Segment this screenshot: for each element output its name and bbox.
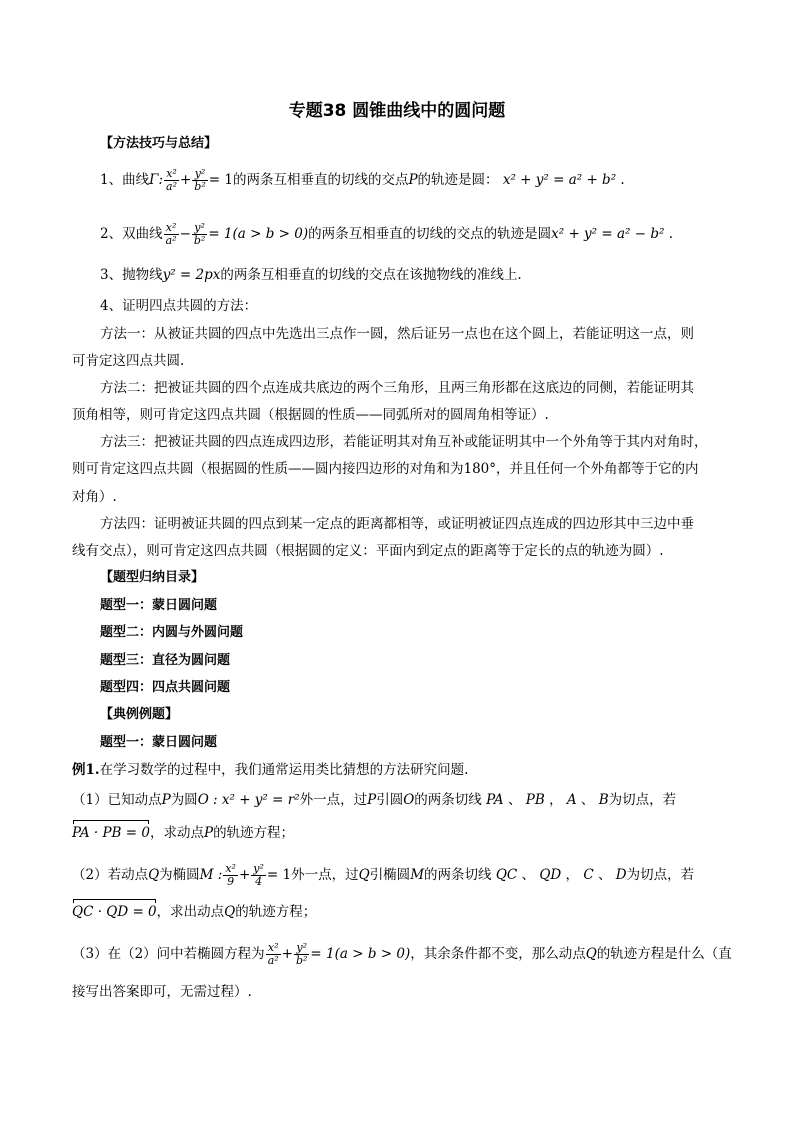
text: 为圆 [170, 792, 198, 808]
equals-one: = 1 [208, 172, 233, 188]
circle-equation: x² + y² = a² + b² [502, 172, 617, 188]
circle-o: O [403, 792, 415, 808]
text: 的两条切线 [414, 792, 482, 808]
item-2-middle: 的两条互相垂直的切线的交点的轨迹是圆 [308, 226, 552, 242]
line-qd: QD [539, 867, 562, 883]
example-intro-text: 在学习数学的过程中，我们通常运用类比猜想的方法研究问题. [99, 762, 469, 778]
vector-dot-product: PA · PB = 0 [72, 825, 150, 841]
fraction-x2-a2 [266, 942, 281, 967]
denominator: b² [194, 180, 206, 193]
text: ，其余条件都不变，那么动点 [410, 946, 586, 962]
item-3-prefix: 3、抛物线 [100, 267, 163, 283]
method-1-line-2: 可肯定这四点共圆. [72, 353, 185, 369]
parabola-equation: y² = 2px [162, 267, 221, 283]
text: 外一点，过 [299, 792, 368, 808]
point-q: Q [224, 904, 236, 920]
point-p: P [367, 792, 377, 808]
method-3-line-2: 则可肯定这四点共圆（根据圆的性质——圆内接四边形的对角和为180°，并且任何一个外角都等于它的内 [72, 461, 699, 477]
fraction-y2-b2 [192, 222, 207, 247]
denominator: b² [193, 234, 206, 247]
fraction-x2-9 [223, 863, 238, 888]
example-1-intro [72, 760, 468, 780]
method-1-line-1: 方法一：从被证共圆的四点中先选出三点作一圆，然后证另一点也在这个圆上，若能证明这一点，则 [100, 326, 694, 342]
numerator: x² [225, 862, 236, 875]
text: 的两条切线 [424, 867, 492, 883]
condition: = 1(a > b > 0) [208, 226, 309, 242]
method-4-line-2: 线有交点），则可肯定这四点共圆（根据圆的定义：平面内到定点的距离等于定长的点的轨迹为圆）. [72, 543, 664, 559]
method-3-line-3: 对角）. [72, 489, 117, 505]
numerator: y² [253, 862, 264, 875]
method-2-line-1: 方法二：把被证共圆的四个点连成共底边的两个三角形，且两三角形都在这底边的同侧，若能证明其 [100, 380, 694, 396]
examples-heading: 【典例例题】 [100, 707, 179, 722]
point-p: P [408, 172, 418, 188]
numerator: x² [164, 168, 179, 181]
text: ，求出动点 [156, 904, 225, 920]
item-1: 1、曲线Γ: $\frac{\text{x²}}{\text{a²}}$ + $\frac{\text{y²}}{\text{b²}}$ = 1的两条互相垂直的切线的交点P的轨迹是圆： x² + y² = a² + b² . [100, 167, 625, 193]
text: 的轨迹方程； [213, 825, 295, 841]
text: 的轨迹方程； [235, 904, 317, 920]
text: 为椭圆 [159, 867, 200, 883]
fraction-x2-a2 [164, 168, 179, 193]
line-qc: QC [495, 867, 518, 883]
vector-dot-product: QC · QD = 0 [72, 904, 157, 920]
numerator: y² [294, 942, 309, 955]
example-1-part-2-line-1: （2）若动点Q为椭圆M : $\frac{\text{x²}}{9}$ + $\frac{\text{y²}}{4}$ = 1外一点，过Q引椭圆M的两条切线 QC 、 QD ， C 、 D为切点，若 [72, 862, 695, 888]
point-a: A [566, 792, 577, 808]
denominator: b² [295, 954, 308, 967]
page-title: 专题38 圆锥曲线中的圆问题 [288, 101, 506, 121]
example-1-part-3-line-2: 接写出答案即可，无需过程）. [72, 984, 252, 1000]
type-item: 题型二：内圆与外圆问题 [100, 625, 244, 640]
text: 引圆 [376, 792, 404, 808]
point-p: P [161, 792, 171, 808]
numerator: y² [192, 168, 207, 181]
item-3 [100, 265, 522, 285]
method-2-line-2: 顶角相等，则可肯定这四点共圆（根据圆的性质——同弧所对的圆周角相等证）. [72, 407, 549, 423]
fraction-x2-a2 [164, 222, 179, 247]
methods-heading: 【方法技巧与总结】 [100, 136, 218, 151]
line-pa: PA [486, 792, 504, 808]
circle-o-equation: O : x² + y² = r² [197, 792, 300, 808]
method-4-line-1: 方法四：证明被证共圆的四点到某一定点的距离都相等，或证明被证四点连成的四边形其中三边中垂 [100, 516, 694, 532]
item-2: 2、双曲线 $\frac{\text{x²}}{\text{a²}}$ − $\frac{\text{y²}}{\text{b²}}$ = 1(a > b > 0)的两条互相垂直的切线的交点的轨迹是圆x² + y² = a² − b² . [100, 221, 673, 247]
text: （2）若动点 [72, 867, 149, 883]
example-1-part-1-line-1: （1）已知动点P为圆O : x² + y² = r²外一点，过P引圆O的两条切线 PA 、 PB ， A 、 B为切点，若 [72, 792, 677, 808]
method-3-line-1: 方法三：把被证共圆的四点连成四边形，若能证明其对角互补或能证明其中一个外角等于其内对角时， [100, 434, 708, 450]
example-1-part-1-line-2 [72, 823, 294, 843]
ellipse-m: M [410, 867, 425, 883]
point-b: B [598, 792, 609, 808]
item-3-suffix: 的两条互相垂直的切线的交点在该抛物线的准线上. [220, 267, 522, 283]
type-item: 题型一：蒙日圆问题 [100, 598, 218, 613]
fraction-y2-b2 [192, 168, 207, 193]
text: ，求动点 [149, 825, 204, 841]
example-type: 题型一：蒙日圆问题 [100, 735, 218, 750]
type-item: 题型三：直径为圆问题 [100, 653, 231, 668]
item-4: 4、证明四点共圆的方法： [100, 298, 258, 314]
numerator: x² [164, 222, 179, 235]
point-p: P [203, 825, 214, 841]
fraction-y2-4 [251, 863, 266, 888]
period: . [620, 172, 625, 188]
point-d: D [615, 867, 627, 883]
item-1-prefix: 1、曲线 [100, 172, 150, 188]
denominator: 4 [255, 875, 263, 888]
gamma-symbol: Γ: [149, 172, 164, 188]
denominator: a² [166, 180, 177, 193]
text: 为切点，若 [608, 792, 677, 808]
example-1-part-2-line-2 [72, 902, 316, 922]
condition: = 1(a > b > 0) [310, 946, 411, 962]
text: 的轨迹方程是什么（直 [596, 946, 732, 962]
type-item: 题型四：四点共圆问题 [100, 680, 231, 695]
fraction-y2-b2 [294, 942, 309, 967]
text: （3）在（2）问中若椭圆方程为 [72, 946, 265, 962]
example-1-part-3-line-1: （3）在（2）问中若椭圆方程为 $\frac{\text{x²}}{\text{a²}}$ + $\frac{\text{y²}}{\text{b²}}$ = 1(a > b > 0)，其余条件都不变，那么动点Q的轨迹方程是什么（直 [72, 941, 732, 967]
item-1-middle: 的两条互相垂直的切线的交点 [232, 172, 409, 188]
example-label: 例1. [72, 762, 100, 778]
ellipse-m: M : [199, 867, 223, 883]
period: . [668, 226, 673, 242]
circle-equation: x² + y² = a² − b² [551, 226, 665, 242]
denominator: 9 [227, 875, 235, 888]
point-c: C [583, 867, 594, 883]
text: 引椭圆 [369, 867, 411, 883]
numerator: y² [192, 222, 207, 235]
text: 为切点，若 [626, 867, 695, 883]
item-2-prefix: 2、双曲线 [100, 226, 163, 242]
denominator: a² [267, 954, 279, 967]
text: （1）已知动点 [72, 792, 162, 808]
numerator: x² [266, 942, 281, 955]
line-pb: PB [525, 792, 545, 808]
point-q: Q [148, 867, 160, 883]
point-q: Q [358, 867, 370, 883]
equals-one: = 1 [266, 867, 292, 883]
types-heading: 【题型归纳目录】 [100, 570, 205, 585]
point-q: Q [585, 946, 597, 962]
text: 外一点，过 [291, 867, 359, 883]
denominator: a² [165, 234, 177, 247]
item-1-suffix: 的轨迹是圆： [417, 172, 499, 188]
